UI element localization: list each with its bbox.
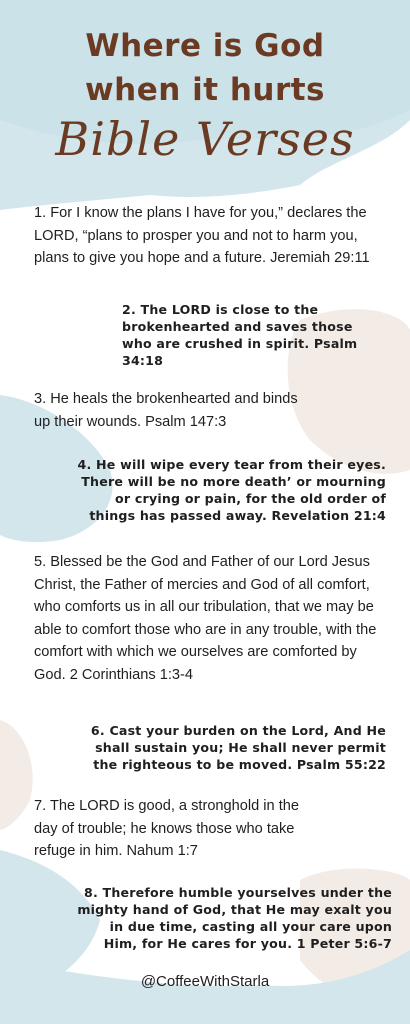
verse-3: 3. He heals the brokenhearted and binds up their wounds. Psalm 147:3 <box>34 391 298 430</box>
title-line-1: Where is God <box>85 28 325 64</box>
verse-8: 8. Therefore humble yourselves under the mighty hand of God, that He may exalt you in due time, casting all your care upon Him, for He cares for you. 1 Peter 5:6-7 <box>77 885 392 951</box>
verse-4: 4. He will wipe every tear from their eyes. There will be no more death’ or mourning or crying or pain, for the old order of things has passed away. Revelation 21:4 <box>77 457 386 523</box>
verse-2: 2. The LORD is close to the brokenhearted and saves those who are crushed in spirit. Psalm 34:18 <box>122 302 358 368</box>
verse-7: 7. The LORD is good, a stronghold in the day of trouble; he knows those who take refuge in him. Nahum 1:7 <box>34 798 300 859</box>
verse-1: 1. For I know the plans I have for you,” declares the LORD, “plans to prosper you and not to harm you, plans to give you hope and a future. Jeremiah 29:11 <box>34 205 370 266</box>
verse-6: 6. Cast your burden on the Lord, And He shall sustain you; He shall never permit the righteous to be moved. Psalm 55:22 <box>90 723 386 772</box>
title-line-2: when it hurts <box>84 72 326 108</box>
verse-5: 5. Blessed be the God and Father of our Lord Jesus Christ, the Father of mercies and God of all comfort, who comforts us in all our tribulation, that we may be able to comfort those who are in any trouble, with the comfort with which we ourselves are comforted by God. 2 Corinthians 1:3-4 <box>34 554 377 683</box>
script-title: Bible Verses <box>55 112 355 166</box>
footer-handle: @CoffeeWithStarla <box>140 973 270 990</box>
